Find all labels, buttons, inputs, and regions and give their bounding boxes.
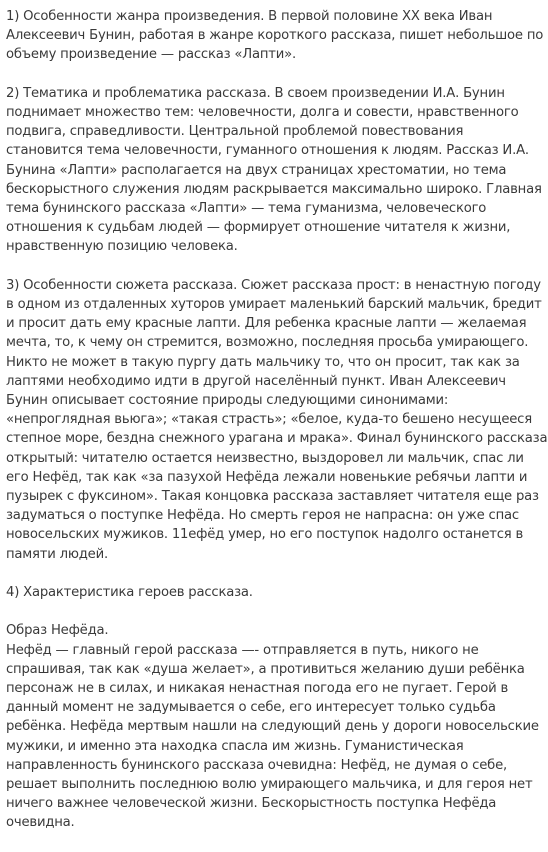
text-line: задуматься о поступке Нефёда. Но смерть героя не напрасна: он уже спас bbox=[6, 508, 519, 524]
text-line: лаптями необходимо идти в другой населённый пункт. Иван Алексеевич bbox=[6, 373, 506, 389]
text-line: Алексеевич Бунин, работая в жанре короткого рассказа, пишет небольшое по bbox=[6, 28, 544, 44]
text-line: его Нефёд, так как «за пазухой Нефёда лежали новенькие ребячьи лапти и bbox=[6, 469, 528, 485]
text-line: решает выполнить последнюю волю умирающего мальчика, и для героя нет bbox=[6, 777, 533, 793]
text-line: 1) Особенности жанра произведения. В первой половине XX века Иван bbox=[6, 9, 493, 24]
text-line: в одном из отдаленных хуторов умирает маленький барский мальчик, бредит bbox=[6, 297, 542, 313]
text-line: поднимает множество тем: человечности, долга и совести, нравственного bbox=[6, 105, 519, 120]
text-line: данный момент не задумывается о себе, его интересует только судьба bbox=[6, 700, 496, 716]
text-line: 2) Тематика и проблематика рассказа. В своем произведении И.А. Бунин bbox=[6, 85, 505, 101]
text-line: памяти людей. bbox=[6, 546, 108, 562]
text-line: «непроглядная вьюга»; «такая страсть»; «белое, куда-то бешено несущееся bbox=[6, 412, 532, 428]
text-line: отношения к судьбам людей — формирует отношение читателя к жизни, bbox=[6, 220, 511, 236]
paragraph bbox=[6, 621, 542, 832]
text-line: открытый: читателю остается неизвестно, выздоровел ли мальчик, спас ли bbox=[6, 450, 524, 466]
text-line: спрашивая, так как «душа желает», а противиться желанию души ребёнка bbox=[6, 661, 525, 677]
text-line: объему произведение — рассказ «Лапти». bbox=[6, 47, 297, 63]
paragraph bbox=[6, 276, 548, 564]
document-body bbox=[6, 7, 548, 852]
text-line: мечта, то, к чему он стремится, возможно, последняя просьба умирающего. bbox=[6, 335, 529, 351]
paragraph bbox=[6, 7, 542, 65]
text-line: направленность бунинского рассказа очевидна: Нефёд, не думая о себе, bbox=[6, 757, 507, 773]
paragraph bbox=[6, 84, 542, 257]
text-line: Никто не может в такую пургу дать мальчику то, что он просит, так как за bbox=[6, 354, 520, 370]
text-line: персонаж не в силах, и никакая ненастная погода его не пугает. Герой в bbox=[6, 681, 509, 697]
text-line: и просит дать ему красные лапти. Для ребенка красные лапти — желаемая bbox=[6, 316, 527, 332]
text-line: Нефёд — главный герой рассказа —- отправляется в путь, никого не bbox=[6, 642, 479, 658]
text-line: ничего важнее человеческой жизни. Бескорыстность поступка Нефёда bbox=[6, 796, 497, 812]
text-line: очевидна. bbox=[6, 815, 75, 831]
text-line: нравственную позицию человека. bbox=[6, 239, 238, 255]
text-line: становится тема человечности, гуманного отношения к людям. Рассказ И.А. bbox=[6, 143, 529, 159]
paragraph bbox=[6, 583, 542, 602]
text-line: подвига, справедливости. Центральной проблемой повествования bbox=[6, 124, 464, 140]
text-line: 3) Особенности сюжета рассказа. Сюжет рассказа прост: в ненастную погоду bbox=[6, 277, 541, 293]
text-line: тема бунинского рассказа «Лапти» — тема гуманизма, человеческого bbox=[6, 201, 487, 217]
text-line: ребёнка. Нефёда мертвым нашли на следующий день у дороги новосельские bbox=[6, 719, 539, 735]
text-line: Бунин описывает состояние природы следующими синонимами: bbox=[6, 393, 449, 409]
text-line: пузырек с фуксином». Такая концовка рассказа заставляет читателя еще раз bbox=[6, 489, 539, 505]
text-line: бескорыстного служения людям раскрывается максимально широко. Главная bbox=[6, 181, 542, 197]
text-line: Бунина «Лапти» располагается на двух страницах хрестоматии, но тема bbox=[6, 162, 507, 178]
text-line: мужики, и именно эта находка спасла им жизнь. Гуманистическая bbox=[6, 738, 464, 754]
text-line: новосельских мужиков. 11ефёд умер, но его поступок надолго останется в bbox=[6, 527, 524, 543]
text-line: Образ Нефёда. bbox=[6, 623, 109, 639]
text-line: степное море, бездна снежного урагана и мрака». Финал бунинского рассказа bbox=[6, 431, 548, 447]
text-line: 4) Характеристика героев рассказа. bbox=[6, 585, 253, 601]
